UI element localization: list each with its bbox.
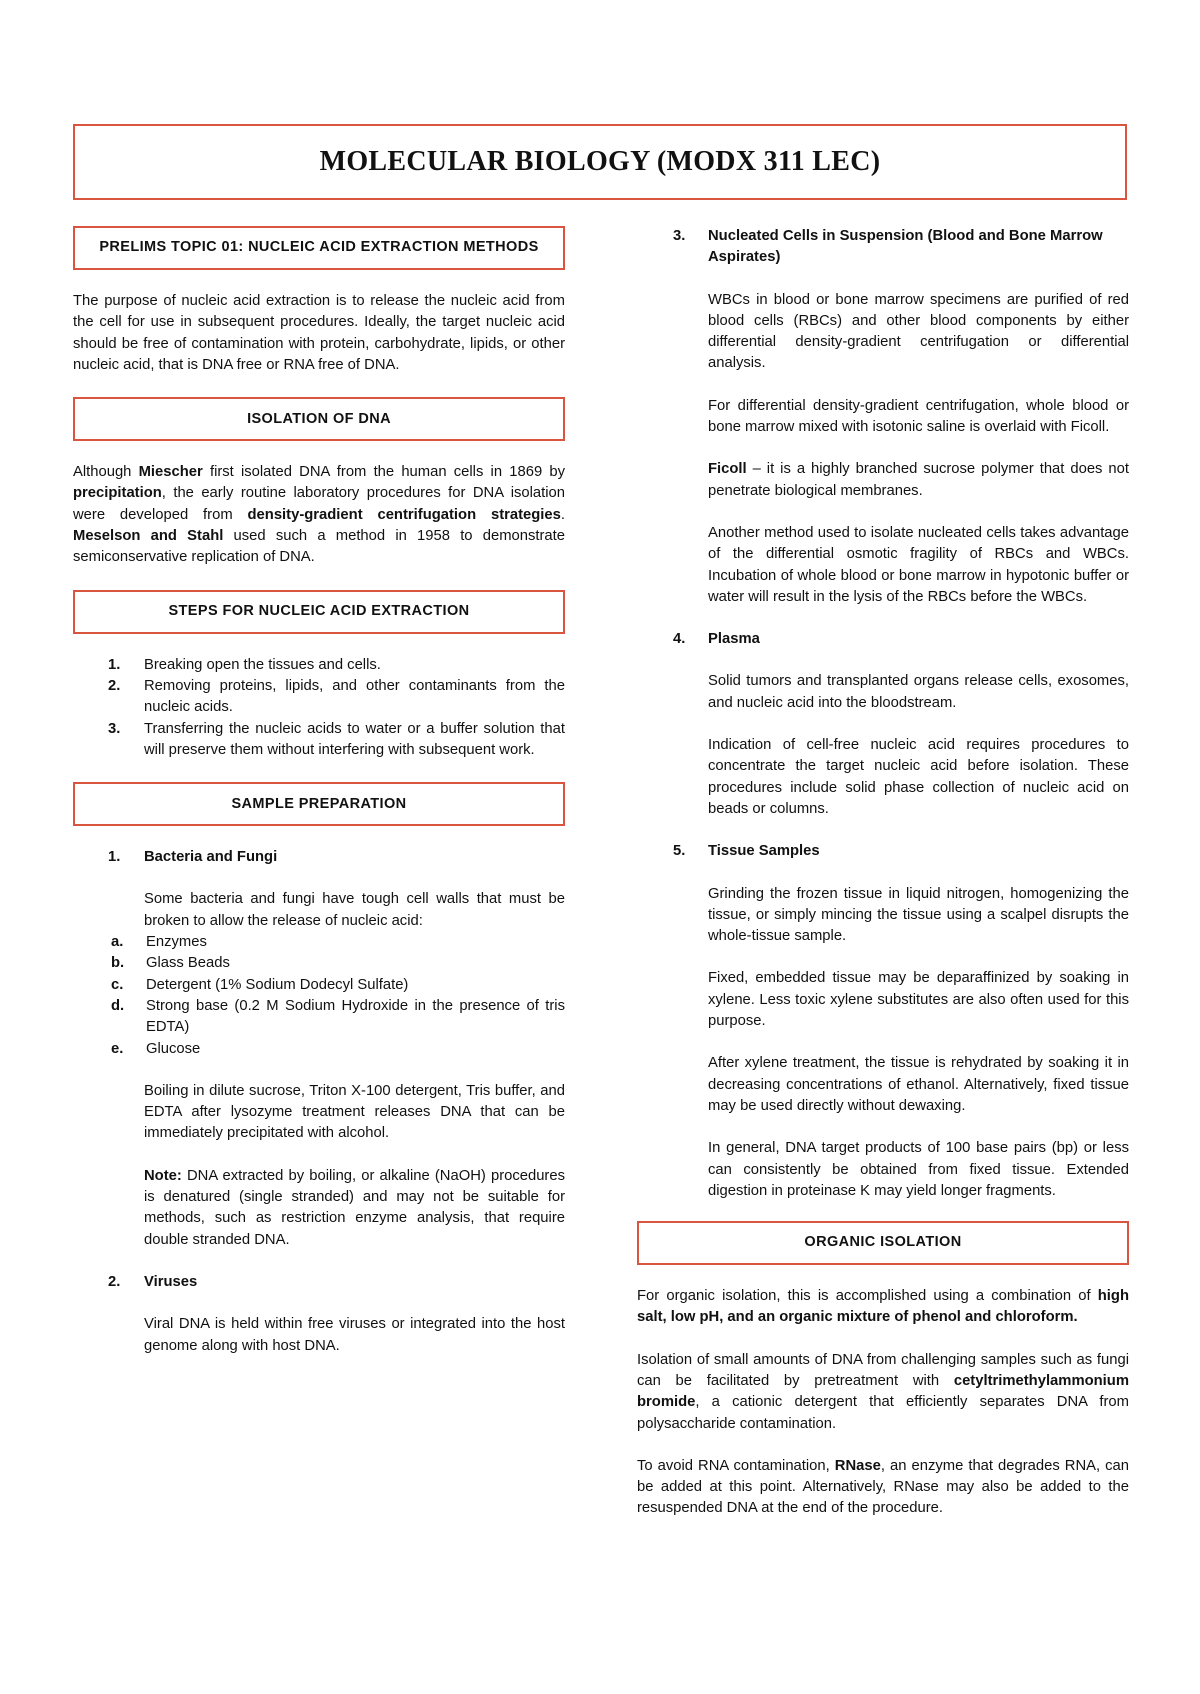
tissue-p3: After xylene treatment, the tissue is rehydrated by soaking it in decreasing concentrations of ethanol. Alternatively, fixed tissue may be used directly without dewaxing. — [708, 1055, 1129, 1114]
plasma-heading: Plasma — [708, 631, 760, 648]
isolation-paragraph: Although Miescher first isolated DNA from the human cells in 1869 by precipitation, the early routine laboratory procedures for DNA isolation were developed from density-gradient centrifugation strategies. Meselson and Stahl used such a method in 1958 to demonstrate semiconservative replication of DNA. — [73, 464, 565, 566]
list-item: e. Glucose — [111, 1040, 201, 1057]
tissue-p4: In general, DNA target products of 100 base pairs (bp) or less can consistently be obtained from fixed tissue. Extended digestion in proteinase K may yield longer fragments. — [708, 1140, 1129, 1199]
viruses-item: 2. Viruses Viral DNA is held within free viruses or integrated into the host genome along with host DNA. — [73, 1272, 565, 1378]
viruses-text: Viral DNA is held within free viruses or integrated into the host genome along with host DNA. — [144, 1316, 565, 1354]
viruses-heading: Viruses — [144, 1273, 198, 1290]
organic-isolation-header: ORGANIC ISOLATION — [637, 1221, 1129, 1265]
document-title-box — [73, 124, 1127, 200]
bacteria-fungi-item: 1. Bacteria and Fungi Some bacteria and fungi have tough cell walls that must be broken to allow the release of nucleic acid: — [73, 847, 565, 932]
sample-preparation-header: SAMPLE PREPARATION — [73, 782, 565, 826]
note-paragraph: Note: DNA extracted by boiling, or alkaline (NaOH) procedures is denatured (single stranded) and may not be suitable for methods, such as restriction enzyme analysis, that require double stranded DNA. — [144, 1167, 565, 1248]
left-column — [73, 226, 565, 1378]
tissue-samples-item: 5. Tissue Samples Grinding the frozen tissue in liquid nitrogen, homogenizing the tissue, or simply mincing the tissue using a scalpel disrupts the whole-tissue sample. Fixed, embedded tissue may be deparaffinized by soaking in xylene. Less toxic xylene substitutes are also often used for this purpose. After xylene treatment, the tissue is rehydrated by soaking it in decreasing concentrations of ethanol. Alternatively, fixed tissue may be used directly without dewaxing. In general, DNA target products of 100 base pairs (bp) or less can consistently be obtained from fixed tissue. Extended digestion in proteinase K may yield longer fragments. — [708, 841, 1129, 1202]
list-item: 1. Breaking open the tissues and cells. — [108, 656, 381, 673]
intro-paragraph: The purpose of nucleic acid extraction is to release the nucleic acid from the cell for use in subsequent procedures. Ideally, the target nucleic acid should be free of contamination with protein, carbohydrate, lipids, or other nucleic acid, that is DNA free or RNA free of DNA. — [73, 293, 565, 373]
list-item: 3. Transferring the nucleic acids to water or a buffer solution that will preserve them without interfering with subsequent work. — [108, 720, 565, 758]
steps-list — [73, 655, 565, 761]
boiling-paragraph: Boiling in dilute sucrose, Triton X-100 detergent, Tris buffer, and EDTA after lysozyme treatment releases DNA that can be immediately precipitated with alcohol. — [144, 1082, 565, 1142]
document-title: MOLECULAR BIOLOGY (MODX 311 LEC) — [319, 146, 881, 177]
plasma-p1: Solid tumors and transplanted organs release cells, exosomes, and nucleic acid into the bloodstream. — [708, 673, 1129, 711]
bacteria-heading: Bacteria and Fungi — [144, 849, 278, 866]
steps-header: STEPS FOR NUCLEIC ACID EXTRACTION — [73, 590, 565, 634]
list-item: c. Detergent (1% Sodium Dodecyl Sulfate) — [111, 976, 409, 993]
bacteria-methods-list — [73, 932, 565, 1060]
topic-header: PRELIMS TOPIC 01: NUCLEIC ACID EXTRACTION METHODS — [73, 226, 565, 270]
ficoll-paragraph: Ficoll – it is a highly branched sucrose polymer that does not penetrate biological membranes. — [708, 461, 1129, 499]
plasma-item: 4. Plasma Solid tumors and transplanted organs release cells, exosomes, and nucleic acid into the bloodstream. Indication of cell-free nucleic acid requires procedures to concentrate the target nucleic acid before isolation. These procedures include solid phase collection of nucleic acid on beads or columns. — [708, 629, 1129, 841]
isolation-header: ISOLATION OF DNA — [73, 397, 565, 441]
nucleated-p1: WBCs in blood or bone marrow specimens are purified of red blood cells (RBCs) and other blood components by either differential density-gradient centrifugation or differential analysis. — [708, 291, 1129, 372]
tissue-p2: Fixed, embedded tissue may be deparaffinized by soaking in xylene. Less toxic xylene substitutes are also often used for this purpose. — [708, 970, 1129, 1030]
organic-p3: To avoid RNA contamination, RNase, an enzyme that degrades RNA, can be added at this point. Alternatively, RNase may also be added to the resuspended DNA at the end of the procedure. — [637, 1457, 1130, 1517]
right-column — [637, 226, 1130, 1541]
tissue-heading: Tissue Samples — [708, 843, 820, 860]
organic-p2: Isolation of small amounts of DNA from challenging samples such as fungi can be facilitated by pretreatment with cetyltrimethylammonium bromide, a cationic detergent that efficiently separates DNA from polysaccharide contamination. — [637, 1351, 1129, 1432]
list-item: b. Glass Beads — [111, 955, 230, 972]
nucleated-heading: Nucleated Cells in Suspension (Blood and Bone Marrow Aspirates) — [708, 228, 1103, 266]
plasma-p2: Indication of cell-free nucleic acid requires procedures to concentrate the target nucleic acid before isolation. These procedures include solid phase collection of nucleic acid on beads or columns. — [708, 737, 1129, 817]
nucleated-p2: For differential density-gradient centrifugation, whole blood or bone marrow mixed with isotonic saline is overlaid with Ficoll. — [708, 397, 1129, 436]
list-item: a. Enzymes — [111, 934, 207, 951]
tissue-p1: Grinding the frozen tissue in liquid nitrogen, homogenizing the tissue, or simply mincing the tissue using a scalpel disrupts the whole-tissue sample. — [708, 885, 1129, 945]
bacteria-intro: Some bacteria and fungi have tough cell walls that must be broken to allow the release of nucleic acid: — [144, 891, 565, 929]
nucleated-cells-item: 3. Nucleated Cells in Suspension (Blood and Bone Marrow Aspirates) WBCs in blood or bone marrow specimens are purified of red blood cells (RBCs) and other blood components by either differential density-gradient centrifugation or differential analysis. For differential density-gradient centrifugation, whole blood or bone marrow mixed with isotonic saline is overlaid with Ficoll. Ficoll – it is a highly branched sucrose polymer that does not penetrate biological membranes. Another method used to isolate nucleated cells takes advantage of the differential osmotic fragility of RBCs and WBCs. Incubation of whole blood or bone marrow in hypotonic buffer or water will result in the lysis of the RBCs before the WBCs. — [708, 226, 1129, 629]
list-item: 2. Removing proteins, lipids, and other contaminants from the nucleic acids. — [108, 677, 565, 716]
nucleated-p3: Another method used to isolate nucleated cells takes advantage of the differential osmotic fragility of RBCs and WBCs. Incubation of whole blood or bone marrow in hypotonic buffer or water will result in the lysis of the RBCs before the WBCs. — [708, 524, 1129, 605]
list-item: d. Strong base (0.2 M Sodium Hydroxide in the presence of tris EDTA) — [111, 997, 565, 1036]
organic-p1: For organic isolation, this is accomplished using a combination of high salt, low pH, and an organic mixture of phenol and chloroform. — [637, 1288, 1129, 1326]
